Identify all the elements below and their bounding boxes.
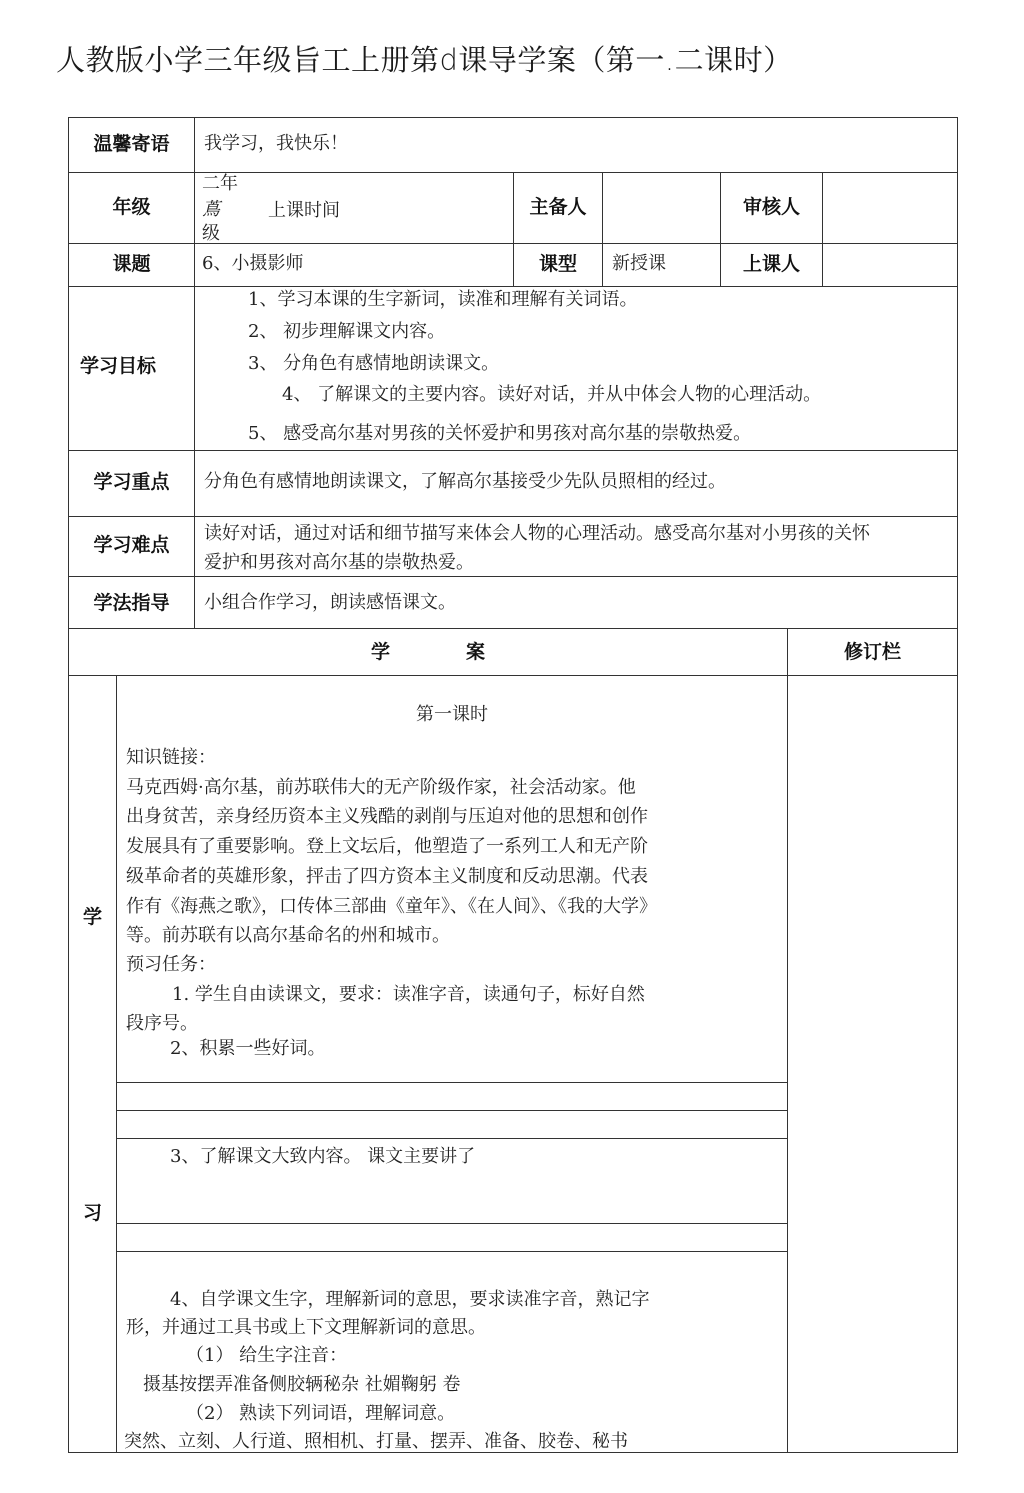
task-4-line2: 形，并通过工具书或上下文理解新词的意思。 — [126, 1317, 486, 1338]
objective-item: 2、 初步理解课文内容。 — [248, 321, 446, 342]
difficulties-line1: 读好对话，通过对话和细节描写来体会人物的心理活动。感受高尔基对小男孩的关怀 — [204, 523, 870, 544]
knowledge-link-line: 等。前苏联有以高尔基命名的州和城市。 — [126, 925, 450, 946]
plan-header: 学 案 — [370, 641, 485, 663]
subtask-2: （2） 熟读下列词语，理解词意。 — [186, 1403, 456, 1424]
side-label-bottom: 习 — [82, 1202, 102, 1224]
task-3: 3、了解课文大致内容。 课文主要讲了 — [170, 1146, 476, 1167]
col-divider — [602, 172, 603, 287]
knowledge-link-title: 知识链接： — [126, 747, 216, 768]
task-1-line2: 段序号。 — [126, 1013, 198, 1034]
type-value: 新授课 — [612, 253, 666, 274]
knowledge-link-line: 马克西姆·高尔基，前苏联伟大的无产阶级作家，社会活动家。他 — [126, 777, 636, 798]
objective-item: 3、 分角色有感情地朗读课文。 — [248, 353, 500, 374]
grade-value-line3: 级 — [202, 223, 220, 244]
knowledge-link-line: 作有《海燕之歌》，口传体三部曲《童年》、《在人间》、《我的大学》 — [126, 896, 657, 917]
side-label-divider — [116, 675, 117, 1453]
topic-value: 6、小摄影师 — [202, 253, 304, 274]
answer-line — [116, 1138, 788, 1139]
objective-item: 4、 了解课文的主要内容。读好对话，并从中体会人物的心理活动。 — [282, 384, 822, 405]
method-label: 学法指导 — [93, 592, 170, 614]
page-title: 人教版小学三年级旨工上册第d课导学案（第一.二课时） — [56, 43, 793, 77]
objective-item: 1、学习本课的生字新词，读准和理解有关词语。 — [248, 289, 638, 310]
answer-line — [116, 1082, 788, 1083]
row-divider — [68, 675, 958, 676]
motto-label: 温馨寄语 — [93, 133, 170, 155]
type-label: 课型 — [538, 253, 577, 275]
lesson-title: 第一课时 — [416, 704, 488, 725]
task-2: 2、积累一些好词。 — [170, 1038, 326, 1059]
table-border-top — [68, 117, 958, 118]
new-characters: 摄基按摆弄准备侧胶辆秘杂 社媚鞠躬 卷 — [143, 1374, 461, 1395]
table-border-right — [957, 117, 958, 1453]
preparer-label: 主备人 — [529, 196, 587, 218]
topic-label: 课题 — [112, 253, 151, 275]
knowledge-link-line: 级革命者的英雄形象，抨击了四方资本主义制度和反动思潮。代表 — [126, 866, 648, 887]
teacher-label: 上课人 — [742, 253, 800, 275]
method-text: 小组合作学习，朗读感悟课文。 — [204, 592, 456, 613]
grade-label: 年级 — [112, 196, 151, 218]
side-label-top: 学 — [82, 906, 102, 928]
answer-line — [116, 1110, 788, 1111]
col-divider — [822, 172, 823, 287]
grade-value-line2: 蔦 — [202, 199, 220, 220]
grade-value-line1: 二年 — [202, 173, 238, 194]
knowledge-link-line: 出身贫苦，亲身经历资本主义残酷的剥削与压迫对他的思想和创作 — [126, 806, 648, 827]
preview-title: 预习任务： — [126, 954, 216, 975]
class-time-label: 上课时间 — [268, 200, 340, 221]
table-border-bottom — [68, 1452, 958, 1453]
subtask-1: （1） 给生字注音： — [186, 1345, 348, 1366]
revision-col-divider — [787, 628, 788, 1453]
row-divider — [68, 576, 958, 577]
task-1-line1: 1. 学生自由读课文，要求：读准字音，读通句子，标好自然 — [172, 984, 645, 1005]
row-divider — [68, 516, 958, 517]
answer-line — [116, 1251, 788, 1252]
objective-item: 5、 感受高尔基对男孩的关怀爱护和男孩对高尔基的崇敬热爱。 — [248, 423, 752, 444]
difficulties-line2: 爱护和男孩对高尔基的崇敬热爱。 — [204, 552, 474, 573]
word-list: 突然、立刻、人行道、照相机、打量、摆弄、准备、胶卷、秘书 — [124, 1431, 628, 1452]
answer-line — [116, 1223, 788, 1224]
key-points-label: 学习重点 — [93, 471, 170, 493]
key-points-text: 分角色有感情地朗读课文，了解高尔基接受少先队员照相的经过。 — [204, 471, 726, 492]
reviewer-label: 审核人 — [742, 196, 800, 218]
row-divider — [68, 450, 958, 451]
difficulties-label: 学习难点 — [93, 534, 170, 556]
task-4-line1: 4、自学课文生字，理解新词的意思，要求读准字音，熟记字 — [170, 1289, 650, 1310]
col-divider — [194, 117, 195, 629]
table-border-left — [68, 117, 69, 1453]
knowledge-link-line: 发展具有了重要影响。登上文坛后，他塑造了一系列工人和无产阶 — [126, 836, 648, 857]
revision-header: 修订栏 — [843, 641, 901, 663]
motto-text: 我学习，我快乐！ — [204, 133, 348, 154]
objectives-label: 学习目标 — [79, 355, 156, 377]
row-divider — [68, 628, 958, 629]
